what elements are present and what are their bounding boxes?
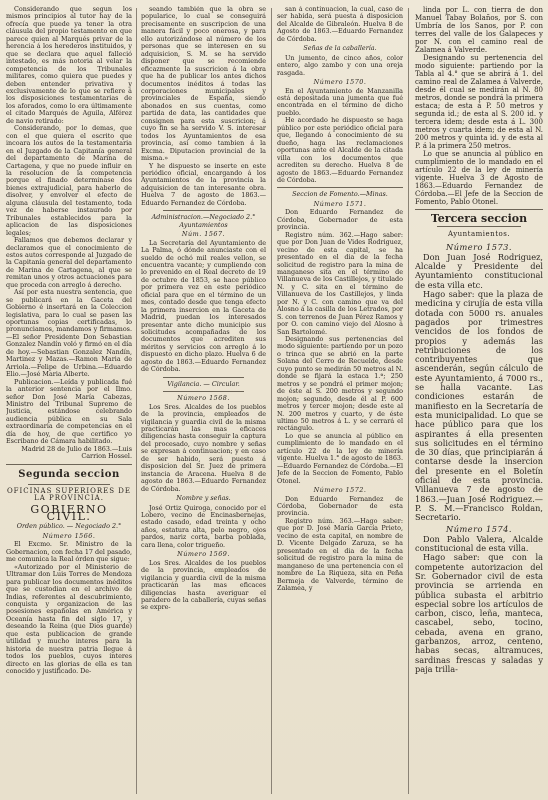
paragraph: La Secretaría del Ayuntamiento de La Palma, ó dónde anunciaste con el sueldo de ochó mil reales vellon, se encuentra vacante; y cumpliendo con lo prevenido en el Real decreto de 19 de octubre de 1853, se hace público por primera vez en este periódico oficial para que en el término de un mes, contado desde que tenga efecto la primera insercion en la Gaceta de Madrid, puedan los interesados presentar ante dicho municipio sus solicitudes acompañadas de los documentos que acrediten sus méritos y servicios con arreglo á lo dispuesto en dicho plazo. Huelva 6 de agosto de 1863.—Eduardo Fernandez de Córdoba.: [141, 238, 266, 374]
section-heading: Tercera seccion: [430, 212, 528, 225]
paragraph: Fallamos que debemos declarar y declaramos que el conocimiento de estos autos corresponde al Juzgado de la Capitanía general del departamento de Marina de Cartagena, al que se remitan unos y otros actuaciones para que proceda con arreglo á derecho.: [6, 236, 132, 289]
paragraph: Lo que se anuncia al público en cumplimiento de lo mandado en el artículo 22 de la ley de minería vigente. Huelva 3 de Agosto de 1863.—Eduardo Fernandez de Córdoba.—El Jefe de la Seccion de Fomento, Pablo Otonel.: [415, 150, 543, 206]
paragraph: Don Eduardo Fernandez de Córdoba, Gobernador de esta provincia.: [277, 208, 403, 232]
divider: [6, 464, 132, 465]
divider: [163, 377, 244, 378]
divider: [163, 391, 244, 392]
paragraph: Hago saber: que la plaza de medicina y cirujía de esta villa dotada con 5000 rs. anuales pagados por trimestres vencidos de los fondos de propios y además las retribuciones de los contribuyentes que ascenderán, según cálculo de este Ayuntamiento, á 7000 rs., se halla vacante. Las condiciones estarán de manifiesto en la Secretaría de esta municipalidad. Lo que se hace público para que los aspirantes á ella presenten sus solicitudes en el término de 30 días, que principiarán á contarse desde la insercion del presente en el Boletín oficial de esta provincia. Villanueva 7 de agosto de 1863.—Juan José Rodriguez.—P. S. M.—Francisco Roldan, Secretario.: [415, 289, 543, 523]
divider: [437, 226, 521, 227]
department-heading: Seccion de Fomento.—Minas.: [292, 190, 388, 199]
paragraph: Hago saber: que con la competente autorizacion del Sr. Gobernador civil de esta provincia se arrienda en pública subasta el arbitrio especial sobre los artículos de carbon, cisco, leña, manteca, cascabel, sebo, tocino, cebada, avena en grano, garbanzos, arroz, centeno, habas secas, altramuces, sardinas frescas y saladas y paja trilla-: [415, 552, 543, 674]
continued-notice: [415, 6, 543, 206]
paragraph: Don Pablo Valera, Alcalde constitucional de esta villa.: [415, 533, 543, 554]
paragraph: Don Juan José Rodriguez, Alcalde y Presidente del Ayuntamiento constitucional de esta villa etc.: [415, 251, 543, 290]
column-divider: [136, 8, 137, 794]
paragraph: En el Ayuntamiento de Manzanilla está depositada una jumenta que fué encontrada en el término de dicho pueblo.: [277, 86, 403, 117]
paragraph: El Excmo. Sr. Ministro de la Gobernacion, con fecha 17 del pasado, me comunica la Real órden que sigue:: [6, 540, 132, 564]
paragraph: José Ortiz Quiroga, conocido por el Lobero, vecino de Encinasbernejas, estado casado, edad treinta y ocho años, estatura alta, pelo negro, ojos pardos, nariz corta, barba poblada, cara llena, color trigueño.: [141, 503, 266, 549]
notice-number: Núm. 1567.: [181, 230, 226, 239]
paragraph: Así por esta nuestra sentencia, que se publicará en la Gaceta del Gobierno é insertará en la Coleccion legislativa, para lo cual se pasen las oportunas copias certificadas, lo pronunciamos, mandamos y firmamos.—El señor Presidente Don Sebastian Gonzalez Nandín voló y firmó en el día de hoy.—Sebastian Gonzalez Nandín, Martinez y Mazas.—Ramon Maria de Arriola.—Felipe de Urbina.—Eduardo Elio.—José Maria Alberte.: [6, 288, 132, 379]
paragraph: Don Eduardo Fernandez de Córdoba, Gobernador de esta provincia.: [277, 494, 403, 518]
divider: [415, 209, 543, 210]
notice-number: Número 1568.: [177, 394, 230, 403]
paragraph: Considerando, por lo demas, que con el que quiera el escrito que incoara los autos de la testamentaria en el Juzgado de la Capitanía general del departamento de Marina de Cartagena, y que no puede influir en la resolucion de la competencia porque el finado determinase dos bienes extrajudicial, para haberlo de disolver, y envolver el efecto de alguna cláusula del testamento, toda vez de haberse instaurado por Tribunales establecidos para la aplicacion de las disposiciones legales;: [6, 124, 132, 237]
column-divider: [271, 8, 272, 794]
paragraph: Designando sus pertenencias del modo siguiente: partiendo por un pozo o trinca que se abrió en la parte Solana del Cerro de Recuelde, desde cuyo punto se medirán 50 metros al N. donde se fijará la estaca 1.ª; 250 metros y se pondrá el primer mojon; de éste al S. 200 metros y segundo mojon; segundo, desde él al P. 600 metros y tercer mojon; desde este al N. 200 metros y cuarto, y de éste ultimo 50 metros á L. y se cerrará el rectángulo.: [277, 335, 403, 433]
divider: [28, 484, 110, 485]
paragraph: san á continuacion, la cual, caso de ser habida, será puesta á disposicion del Alcalde de Gibraleón. Huelva 8 de Agosto de 1863.—Eduardo Fernandez de Córdoba.: [277, 6, 403, 43]
paragraph: Lo que se anuncia al público en cumplimiento de lo mandado en el artículo 22 de la ley de minería vigente. Huelva 1.° de agosto de 1863.—Eduardo Fernandez de Córdoba.—El Jefe de la Seccion de Fomento, Pablo Otonel.: [277, 431, 403, 485]
paragraph: He acordado he dispuesto se haga público por este periódico oficial para que, llegando á conocimiento de su dueño, haga las reclamaciones oportunas ante el Alcalde de la citada villa con los documentos que acrediten su derecho. Huelva 8 de agosto de 1863.—Eduardo Fernandez de Córdoba.: [277, 116, 403, 184]
paragraph: Y he dispuesto se inserte en este periódico oficial, encargando á los Ayuntamientos de la provincia la adquisicion de tan interesante obra. Huelva 7 de agosto de 1863.—Eduardo Fernandez de Córdoba.: [141, 161, 266, 207]
notice-number: Número 1572.: [313, 486, 367, 495]
subsection-heading: OFICINAS SUPERIORES DE LA PROVINCIA.: [6, 486, 132, 503]
office-heading: GOBIERNO CIVIL.: [30, 502, 108, 523]
divider: [277, 187, 403, 188]
department-heading: Orden público. — Negociado 2.°: [16, 522, 122, 531]
column-3: [277, 6, 403, 796]
notice-number: Número 1573.: [446, 241, 512, 252]
notice-number: Número 1571.: [313, 199, 367, 208]
subsection-heading: Ayuntamientos.: [447, 230, 511, 239]
department-heading: Administracion.—Negociado 2.° Ayuntamientos: [151, 213, 256, 229]
divider: [163, 210, 244, 211]
section-heading: Segunda seccion: [18, 468, 120, 480]
paragraph: Registro núm. 362.—Hago saber: que por Don Juan de Vides Rodriguez, vecino de esta capital, se ha presentado en el dia de la fecha solicitud de registro para la mina de manganeso sita en el término de Villanueva de los Castillejos, y titulado N. y C. sita en el término de Villanueva de los Castillejos, y linda por N. y C. con camino que va del Alosno á la casilla de los Letrados, por S. con terrenos de Juan Pérez Ramos y por O. con camino viejo del Alosno á San Bartolomé.: [277, 230, 403, 336]
notice-number: Número 1566.: [42, 531, 96, 540]
paragraph: Los Sres. Alcaldes de los pueblos de la provincia, empleados de vigilancia y guardia civil de la misma practicarán las mas eficaces diligencias hasta averiguar el paradero de la caballería, cuyas señas se expre-: [141, 558, 266, 612]
column-divider: [408, 8, 409, 794]
signature-line: Madrid 28 de Julio de 1863.—Luis Carrion Hossel.: [21, 444, 132, 461]
notice-number: Número 1574.: [446, 523, 512, 534]
paragraph: Los Sres. Alcaldes de los pueblos de la provincia, empleados de vigilancia y guardia civil de la misma practicarán las mas eficaces diligencias hasta conseguir la captura del procesado, cuyo nombre y señas se expresan á continuacion; y en caso de ser habido, será puesto á disposicion del Sr. Juez de primera instancia de Aracena. Huelva 8 de agosto de 1863.—Eduardo Fernandez de Córdoba.: [141, 402, 266, 493]
paragraph: Considerando que segun los mismos principios al tutor hay de la ofrecía que puede ya tener la otra cláusula del propio testamento en que parece quien al Marqués privar de la herencia á los herederos instituidos, y que se declara que aquel falleció intestado, es más notoria al velar la competencia de los Tribunales militares, como quiera que puedes y deben entender privativa y exclusivamente de lo que se refiere á los disposiciones testamentarias de los aforados, como lo era últimamente el citado Marqués de Aguila, Alférez de navio retirado:: [6, 6, 132, 125]
paragraph: seando también que la obra se popularice, lo cual se conseguirá precisamente en suscripcion de una manera fácil y poco onerosa, y para ello autorizándose al número de los personas que se interesen en su adquisicion, S. M. se ha servido disponer que se recomiende eficazmente la suscricion á la obra que ha de publicar los antes dichos documentos inéditos á todas las corporaciones municipales y provinciales de España, siendo abonados en sus cuentas, como partida de data, las cantidades que consignen para esta suscricion; á cuyo fin se ha servido V. S. interesar todos los Ayuntamientos de esa provincia, así como tambien á la Excma. Diputacion provincial de la misma.»: [141, 6, 266, 163]
paragraph: linda por L. con tierra de don Manuel Tabay Bolaños, por S. con Umbría de los Sanos, por P. con terres del valle de los Galapeces y por N. con el camino real de Zalamea á Valverde.: [415, 6, 543, 54]
column-1: [6, 6, 132, 796]
notice-number: Número 1570.: [313, 78, 367, 87]
paragraph: Designando su pertenencia del modo siguiente: partiendo por la Tabla al 4.° que se abrirá á 1. del camino real de Zalamea á Valverde, desde él cual se medirán al N. 80 metros, donde se pondrá la primera estaca; de esta á P. 50 metros y segunda id.; de esta al S. 200 id. y tercera idem; desde esta á L. 300 metros y cuarta idem; de esta al N. 200 metros y quinta id. y de esta al P. á la primera 250 metros.: [415, 54, 543, 150]
paragraph: «Autorizado por el Ministerio de Ultramar don Luis Torres de Mendoza para publicar los documentos inéditos que se custodian en el archivo de Indias, referentes al descubrimiento, conquista y organizacion de las posesiones españolas en América y Oceanía hasta fin del siglo 17, y deseando la Reina (que Dios guarde) que esta publicacion de grande utilidad y mucho interes para la historia de nuestra patria llegue á todos los pueblos, cuyos interes directo en las glorias de ella es tan conocido y justificado. De-: [6, 562, 132, 676]
paragraph: Registro núm. 363.—Hago saber: que por D. José María García Prieto, vecino de esta capital, en nombre de D. Vicente Delgado Zaruza, se ha presentado en el dia de la fecha solicitud de registro para la mina de manganeso de una pertenencia con el nombre de La Riqueza, sita en Peña Bermeja de Valverde, término de Zalamea, y: [277, 516, 403, 592]
paragraph: Un jumento, de cinco años, color entero, algo zambo y con una oreja rasgada.: [277, 53, 403, 77]
column-4: [415, 6, 543, 796]
department-heading: Vigilancia. — Circular.: [167, 379, 240, 388]
paragraph: Publicacion.—Leída y publicada fué la anterior sentencia por el Ilmo. señor Don José María Cabezas, Ministro del Tribunal Supremo de Justicia, estándose celebrando audiencia pública en su Sala extraordinaria de competencias en el día de hoy, de que certifico yo Escribano de Cámara habilitado.: [6, 377, 132, 446]
subsection-heading: Señas de la caballería.: [303, 44, 377, 53]
subsection-heading: Nombre y señas.: [176, 494, 231, 503]
notice-number: Número 1569.: [177, 550, 230, 559]
column-2: [141, 6, 266, 796]
